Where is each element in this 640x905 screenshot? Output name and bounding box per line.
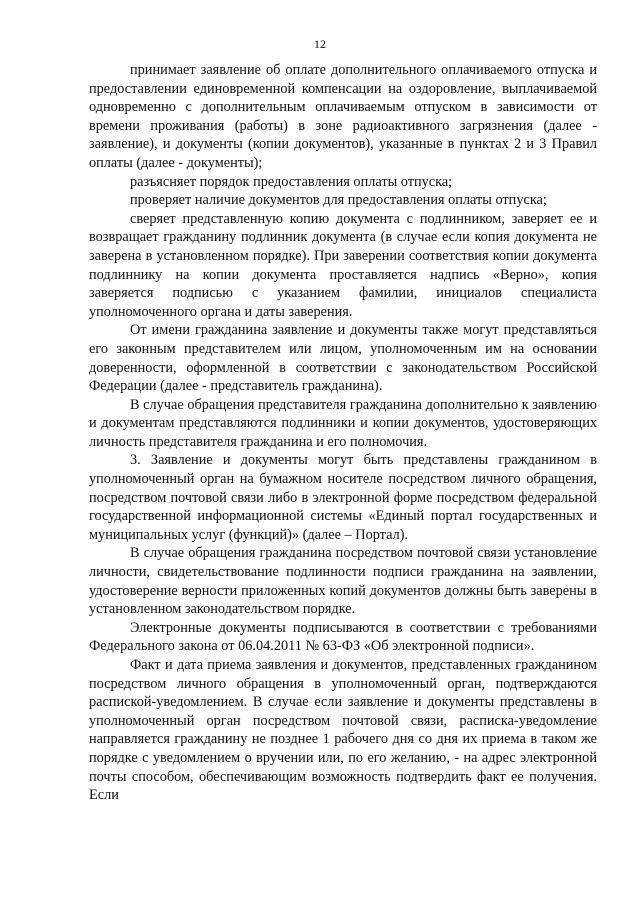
paragraph: сверяет представленную копию документа с подлинником, заверяет ее и возвращает гражданину подлинник документа (в случае если копия документа не заверена в установленном порядке). При заверении соответствия копии документа подлиннику на копии документа проставляется надпись «Верно», копия заверяется подписью с указанием фамилии, инициалов специалиста уполномоченного органа и даты заверения. — [89, 210, 597, 320]
paragraph: В случае обращения представителя гражданина дополнительно к заявлению и документам представляются подлинники и копии документов, удостоверяющих личность представителя гражданина и его полномочия. — [89, 396, 597, 450]
document-body — [89, 61, 597, 805]
paragraph: проверяет наличие документов для предоставления оплаты отпуска; — [130, 192, 547, 209]
paragraph: Факт и дата приема заявления и документов, представленных гражданином посредством личного обращения в уполномоченный орган, подтверждаются распиской-уведомлением. В случае если заявление и документы представлены в уполномоченный орган посредством почтовой связи, расписка-уведомление направляется гражданину не позднее 1 рабочего дня со дня их приема в таком же порядке с уведомлением о вручении или, по его желанию, - на адрес электронной почты способом, обеспечивающим возможность подтвердить факт ее получения. Если — [89, 657, 597, 804]
paragraph: От имени гражданина заявление и документы также могут представляться его законным представителем или лицом, уполномоченным им на основании доверенности, оформленной в соответствии с законодательством Российской Федерации (далее - представитель гражданина). — [89, 322, 597, 395]
paragraph: принимает заявление об оплате дополнительного оплачиваемого отпуска и предоставлении единовременной компенсации на оздоровление, выплачиваемой одновременно с дополнительным оплачиваемым отпуском в зависимости от времени проживания (работы) в зоне радиоактивного загрязнения (далее - заявление), и документы (копии документов), указанные в пунктах 2 и 3 Правил оплаты (далее - документы); — [89, 62, 597, 171]
paragraph: В случае обращения гражданина посредством почтовой связи установление личности, свидетельствование подлинности подписи гражданина на заявлении, удостоверение верности приложенных копий документов должны быть заверены в установленном законодательством порядке. — [89, 545, 597, 618]
paragraph: Электронные документы подписываются в соответствии с требованиями Федерального закона от 06.04.2011 № 63-ФЗ «Об электронной подписи». — [89, 619, 597, 655]
page-number: 12 — [314, 37, 326, 51]
paragraph: 3. Заявление и документы могут быть представлены гражданином в уполномоченный орган на бумажном носителе посредством личного обращения, посредством почтовой связи либо в электронной форме посредством федеральной государственной информационной системы «Единый портал государственных и муниципальных услуг (функций)» (далее – Портал). — [89, 452, 597, 543]
paragraph: разъясняет порядок предоставления оплаты отпуска; — [130, 173, 453, 190]
